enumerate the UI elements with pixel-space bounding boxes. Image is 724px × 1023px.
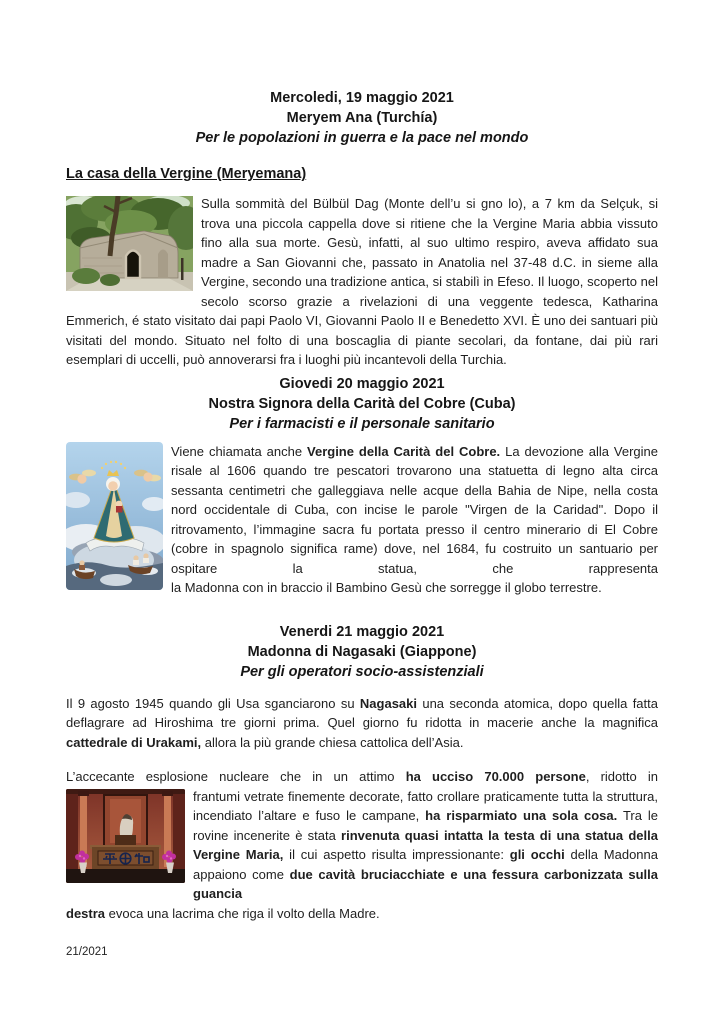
cobre-holy-card-image — [66, 442, 163, 590]
meryemana-chapel-photo — [66, 196, 193, 291]
day1-section-heading: La casa della Vergine (Meryemana) — [66, 166, 307, 182]
day3-paragraph-opening: L’accecante esplosione nucleare che in un attimo ha ucciso 70.000 persone, ridotto in — [66, 769, 658, 784]
day3-paragraph-intro: Il 9 agosto 1945 quando gli Usa sganciarono su Nagasaki una seconda atomica, dopo quella fatta deflagrare ad Hiroshima tre giorni prima. Quel giorno fu ridotta in macerie anche la magnifica cattedrale di Urakami, allora la più grande chiesa cattolica dell’Asia. — [66, 695, 658, 750]
day1-header — [66, 88, 658, 148]
day2-paragraph: Viene chiamata anche Vergine della Carità del Cobre. La devozione alla Vergine risale al 1606 quando tre pescatori trovarono una statuetta di legno alta circa sessanta centimetri che galleggiava nelle acque della Bahia de Nipe, nella costa nord occidentale di Cuba, con incise le parole "Virgen de la Caridad". Dopo il ritrovamento, l’immagine sacra fu portata presso il centro minerario di El Cobre (cobre in spagnolo significa rame) dove, nel 1684, fu costruito un santuario per ospitare la statua, che rappresenta — [66, 442, 658, 579]
day2-paragraph-last-line: la Madonna con in braccio il Bambino Gesù che sorregge il globo terrestre. — [171, 580, 602, 595]
day2-title: Nostra Signora della Carità del Cobre (Cuba) — [208, 395, 516, 412]
day1-date: Mercoledi, 19 maggio 2021 — [270, 90, 454, 106]
day1-title: Meryem Ana (Turchía) — [286, 110, 438, 126]
day3-paragraph-closing: destra evoca una lacrima che riga il volto della Madre. — [66, 905, 380, 921]
day3-intention: Per gli operatori socio-assistenziali — [240, 663, 484, 680]
issue-number: 21/2021 — [66, 946, 108, 958]
day3-paragraph-body: frantumi vetrate finemente decorate, fatto crollare praticamente tutta la struttura, incendiato l’altare e fuso le campane, ha risparmiato una sola cosa. Tra le rovine incenerite è stata rinvenuta quasi intatta la testa di una statua della Vergine Maria, il cui aspetto risulta impressionante: gli occhi della Madonna appaiono come due cavità bruciacchiate e una fessura carbonizzata sulla guancia — [66, 787, 658, 904]
nagasaki-madonna-photo — [66, 789, 185, 883]
day3-header — [66, 622, 658, 682]
day3-title: Madonna di Nagasaki (Giappone) — [247, 643, 477, 660]
day2-intention: Per i farmacisti e il personale sanitario — [229, 415, 495, 432]
day2-date: Giovedi 20 maggio 2021 — [279, 375, 445, 392]
day1-intention: Per le popolazioni in guerra e la pace nel mondo — [195, 130, 529, 146]
day3-date: Venerdi 21 maggio 2021 — [279, 623, 445, 640]
day1-paragraph: Sulla sommità del Bülbül Dag (Monte dell’u si gno lo), a 7 km da Selçuk, si trova una piccola cappella dove si ritiene che la Vergine Maria abbia vissuto fino alla sua morte. Gesù, infatti, al suo ultimo respiro, aveva affidato sua madre a San Giovanni che, passato in Anatolia nel 37-48 d.C. in sieme alla Vergine, secondo una tradizione antica, si stabilì in Efeso. Il luogo, scoperto nel secolo scorso grazie a rivelazioni di una veggente tedesca, Katharina Emmerich, é stato visitato dai papi Paolo VI, Giovanni Paolo II e Benedetto XVI. È uno dei santuari più visitati del mondo. Situato nel folto di una boscaglia di piante secolari, da fontane, dai più rari esemplari di uccelli, può annoverarsi fra i luoghi più incantevoli della Turchia. — [66, 194, 658, 370]
day2-header — [66, 374, 658, 434]
